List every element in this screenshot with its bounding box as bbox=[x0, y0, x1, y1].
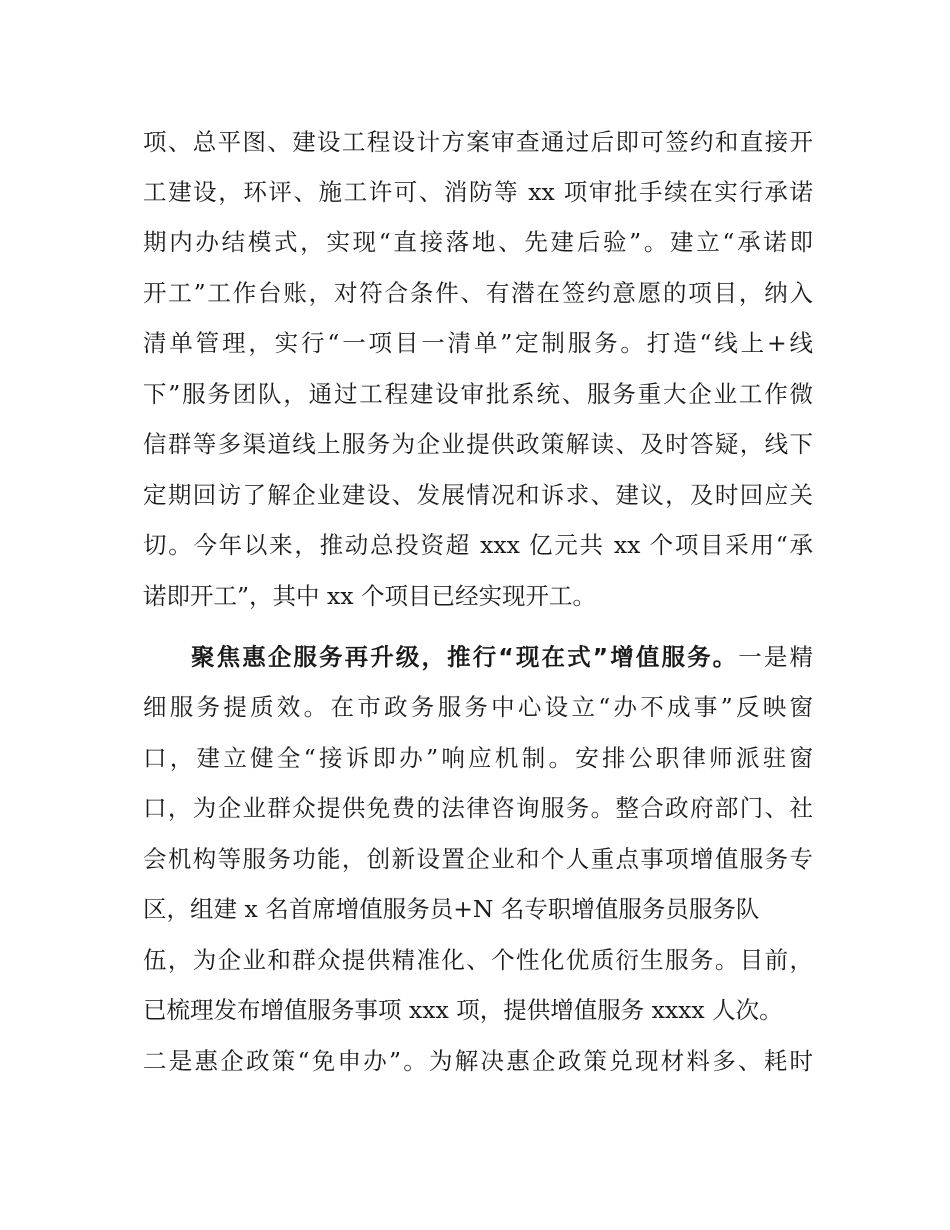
paragraph-line: 切。今年以来，推动总投资超 xxx 亿元共 xx 个项目采用“承 bbox=[143, 531, 813, 559]
paragraph-heading: 聚焦惠企服务再升级，推行“现在式”增值服务。 bbox=[191, 643, 739, 671]
paragraph-line: 区，组建 x 名首席增值服务员+N 名专职增值服务员服务队 bbox=[143, 895, 760, 923]
paragraph-line: 二是惠企政策“免申办”。为解决惠企政策兑现材料多、耗时 bbox=[143, 1047, 813, 1075]
paragraph-line: 信群等多渠道线上服务为企业提供政策解读、及时答疑，线下 bbox=[143, 430, 813, 458]
paragraph-heading-rest: 一是精 bbox=[738, 643, 813, 671]
paragraph-line: 清单管理，实行“一项目一清单”定制服务。打造“线上+线 bbox=[143, 329, 813, 357]
paragraph-line: 伍，为企业和群众提供精准化、个性化优质衍生服务。目前， bbox=[143, 946, 813, 974]
paragraph-line: 开工”工作台账，对符合条件、有潜在签约意愿的项目，纳入 bbox=[143, 279, 813, 307]
paragraph-line: 细服务提质效。在市政务服务中心设立“办不成事”反映窗 bbox=[143, 693, 813, 721]
paragraph-line: 会机构等服务功能，创新设置企业和个人重点事项增值服务专 bbox=[143, 845, 813, 873]
paragraph-line: 诺即开工”，其中 xx 个项目已经实现开工。 bbox=[143, 582, 596, 610]
paragraph-line: 期内办结模式，实现“直接落地、先建后验”。建立“承诺即 bbox=[143, 228, 813, 256]
paragraph-first-line bbox=[191, 643, 813, 671]
paragraph-line: 下”服务团队，通过工程建设审批系统、服务重大企业工作微 bbox=[143, 380, 813, 408]
paragraph-line: 定期回访了解企业建设、发展情况和诉求、建议，及时回应关 bbox=[143, 481, 813, 509]
paragraph-line: 工建设，环评、施工许可、消防等 xx 项审批手续在实行承诺 bbox=[143, 178, 813, 206]
paragraph-line: 口，为企业群众提供免费的法律咨询服务。整合政府部门、社 bbox=[143, 794, 813, 822]
paragraph-line: 项、总平图、建设工程设计方案审查通过后即可签约和直接开 bbox=[143, 128, 813, 156]
paragraph-line: 口，建立健全“接诉即办”响应机制。安排公职律师派驻窗 bbox=[143, 744, 813, 772]
paragraph-line: 已梳理发布增值服务事项 xxx 项，提供增值服务 xxxx 人次。 bbox=[143, 996, 783, 1024]
